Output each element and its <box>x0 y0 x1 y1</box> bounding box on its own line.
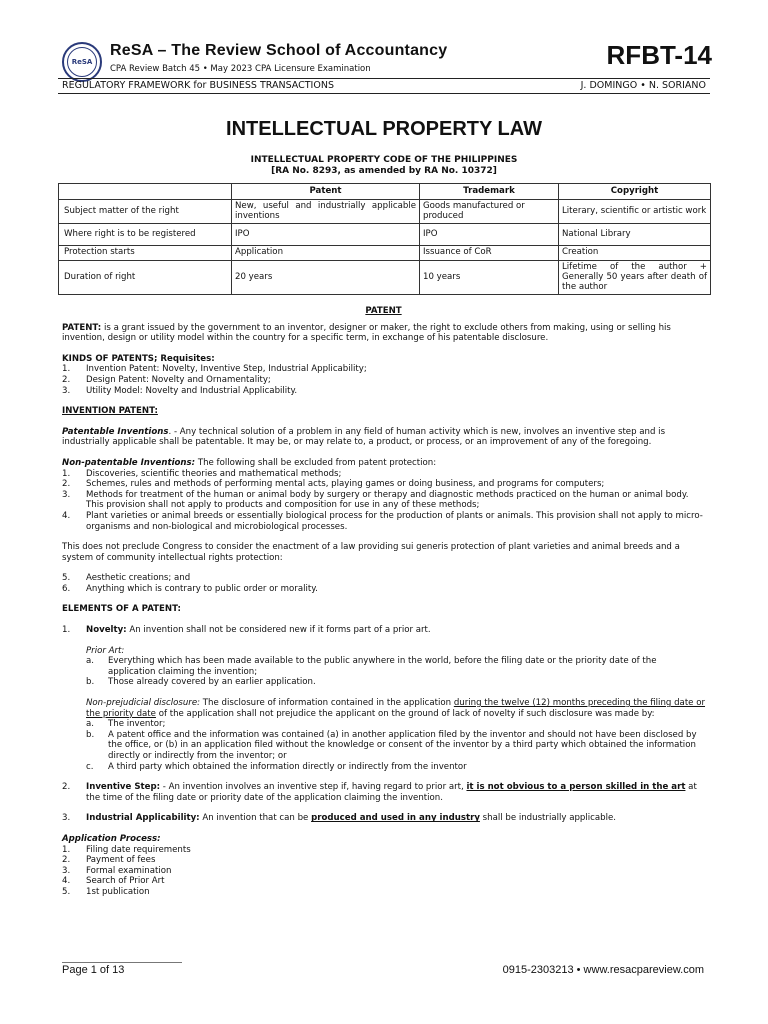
authors: J. DOMINGO • N. SORIANO <box>580 80 706 91</box>
table-row <box>59 200 711 224</box>
list-item: b. A patent office and the information was contained (a) in another application filed by the inventor and should not have been disclosed by the office, or (b) in an application filed without the knowledge or consent of the inventor by a third party which obtained the information directly or indirectly from the inventor; or <box>86 729 697 761</box>
subject-title: REGULATORY FRAMEWORK for BUSINESS TRANSACTIONS <box>62 80 334 91</box>
seal-text: ReSA <box>67 47 97 77</box>
table-cell: IPO <box>420 223 559 245</box>
non-patentable-list-continued <box>62 573 705 594</box>
page-title: INTELLECTUAL PROPERTY LAW <box>226 118 542 140</box>
list-item: 1. Invention Patent: Novelty, Inventive Step, Industrial Applicability; <box>62 364 367 375</box>
elements-heading: ELEMENTS OF A PATENT: <box>62 604 181 615</box>
table-header-cell <box>59 184 232 200</box>
list-item: 4. Search of Prior Art <box>62 876 165 887</box>
document-body <box>62 306 705 898</box>
table-header-cell: Trademark <box>420 184 559 200</box>
kinds-heading: KINDS OF PATENTS; Requisites: <box>62 353 215 364</box>
elements-list <box>62 625 705 636</box>
list-item: a. The inventor; <box>86 719 166 730</box>
table-cell: Protection starts <box>59 245 232 260</box>
table-header-cell: Patent <box>232 184 420 200</box>
table-cell: IPO <box>232 223 420 245</box>
table-cell: Issuance of CoR <box>420 245 559 260</box>
list-item: 1. Filing date requirements <box>62 844 191 855</box>
batch-line: CPA Review Batch 45 • May 2023 CPA Licensure Examination <box>110 64 371 74</box>
invention-patent-heading: INVENTION PATENT: <box>62 406 158 417</box>
table-cell: Creation <box>559 245 711 260</box>
subtitle-ra: [RA No. 8293, as amended by RA No. 10372] <box>271 166 497 176</box>
table-row <box>59 223 711 245</box>
list-item: 5. 1st publication <box>62 886 150 897</box>
non-patentable-list <box>62 469 705 533</box>
non-patentable-intro: Non-patentable Inventions: The following shall be excluded from patent protection: <box>62 457 437 468</box>
list-item: 3. Formal examination <box>62 865 172 876</box>
non-prejudicial-disclosure: Non-prejudicial disclosure: The disclosure of information contained in the application during the twelve (12) months preceding the filing date or the priority date of the application shall not prejudice the applicant on the ground of lack of novelty if such disclosure was made by: <box>86 698 706 719</box>
list-item: c. A third party which obtained the information directly or indirectly from the inventor <box>86 761 467 772</box>
table-cell: Goods manufactured or produced <box>420 200 559 224</box>
table-row <box>59 260 711 294</box>
table-header-cell: Copyright <box>559 184 711 200</box>
table-cell: New, useful and industrially applicable inventions <box>232 200 420 224</box>
list-item: 4. Plant varieties or animal breeds or essentially biological process for the production of plants or animals. This provision shall not apply to micro-organisms and non-biological and microbiological processes. <box>62 510 703 532</box>
kinds-list <box>62 364 705 396</box>
table-cell: Where right is to be registered <box>59 223 232 245</box>
list-item: 3. Methods for treatment of the human or animal body by surgery or therapy and diagnostic methods practiced on the human or animal body. This provision shall not apply to products and composition for use in any of these methods; <box>62 489 689 511</box>
table-cell: Subject matter of the right <box>59 200 232 224</box>
page-number: Page 1 of 13 <box>62 964 125 976</box>
list-item: 6. Anything which is contrary to public order or morality. <box>62 583 318 594</box>
definition-label: PATENT: <box>62 322 102 333</box>
patentable-inventions: Patentable Inventions. - Any technical solution of a problem in any field of human activity which is new, involves an inventive step and is industrially applicable shall be patentable. It may be, or may relate to, a product, or process, or an improvement of any of the foregoing. <box>62 426 666 448</box>
disclosure-list <box>86 719 705 772</box>
list-item-inventive-step: 2. Inventive Step: - An invention involves an inventive step if, having regard to prior art, it is not obvious to a person skilled in the art at the time of the filing date or priority date of the application claiming the invention. <box>62 782 697 803</box>
table-cell: Literary, scientific or artistic work <box>559 200 711 224</box>
table-cell: 10 years <box>420 260 559 294</box>
document-code: RFBT-14 <box>606 40 712 70</box>
list-item: 2. Design Patent: Novelty and Ornamentality; <box>62 374 271 385</box>
subtitle-code: INTELLECTUAL PROPERTY CODE OF THE PHILIPPINES <box>250 155 518 165</box>
table-cell: Duration of right <box>59 260 232 294</box>
table-cell: National Library <box>559 223 711 245</box>
list-item: 5. Aesthetic creations; and <box>62 573 191 584</box>
patent-definition <box>62 323 705 344</box>
table-cell: Lifetime of the author + Generally 50 years after death of the author <box>559 260 711 294</box>
list-item: 2. Schemes, rules and methods of performing mental acts, playing games or doing business, and programs for computers; <box>62 479 605 490</box>
list-item-industrial: 3. Industrial Applicability: An invention that can be produced and used in any industry shall be industrially applicable. <box>62 813 617 824</box>
list-item-novelty: 1. Novelty: An invention shall not be considered new if it forms part of a prior art. <box>62 625 431 636</box>
footer-rule <box>62 962 182 963</box>
prior-art-label: Prior Art: <box>86 645 125 656</box>
school-seal-logo <box>62 42 102 82</box>
list-item: 2. Payment of fees <box>62 855 156 866</box>
prior-art-block <box>62 646 705 773</box>
list-item: 3. Utility Model: Novelty and Industrial Applicability. <box>62 385 298 396</box>
section-heading-patent: PATENT <box>365 306 402 316</box>
preclude-paragraph: This does not preclude Congress to consider the enactment of a law providing sui generis protection of plant varieties and animal breeds and a system of community intellectual rights protection: <box>62 542 680 563</box>
prior-art-list <box>86 656 705 688</box>
definition-text: is a grant issued by the government to an inventor, designer or maker, the right to exclude others from making, using or selling his invention, design or utility model within the country for a specific term, in exchange of his patentable disclosure. <box>62 322 671 344</box>
application-process-heading: Application Process: <box>62 833 161 844</box>
table-cell: Application <box>232 245 420 260</box>
subject-bar <box>58 78 710 94</box>
school-name: ReSA – The Review School of Accountancy <box>110 42 448 59</box>
elements-list-continued <box>62 782 705 824</box>
comparison-table <box>58 183 711 295</box>
table-row <box>59 245 711 260</box>
list-item: b. Those already covered by an earlier application. <box>86 677 316 688</box>
table-header-row <box>59 184 711 200</box>
list-item: 1. Discoveries, scientific theories and mathematical methods; <box>62 468 342 479</box>
table-cell: 20 years <box>232 260 420 294</box>
application-process-list <box>62 845 705 898</box>
list-item: a. Everything which has been made available to the public anywhere in the world, before the filing date or the priority date of the application claiming the invention; <box>86 656 657 677</box>
footer-contact: 0915-2303213 • www.resacpareview.com <box>502 964 704 976</box>
